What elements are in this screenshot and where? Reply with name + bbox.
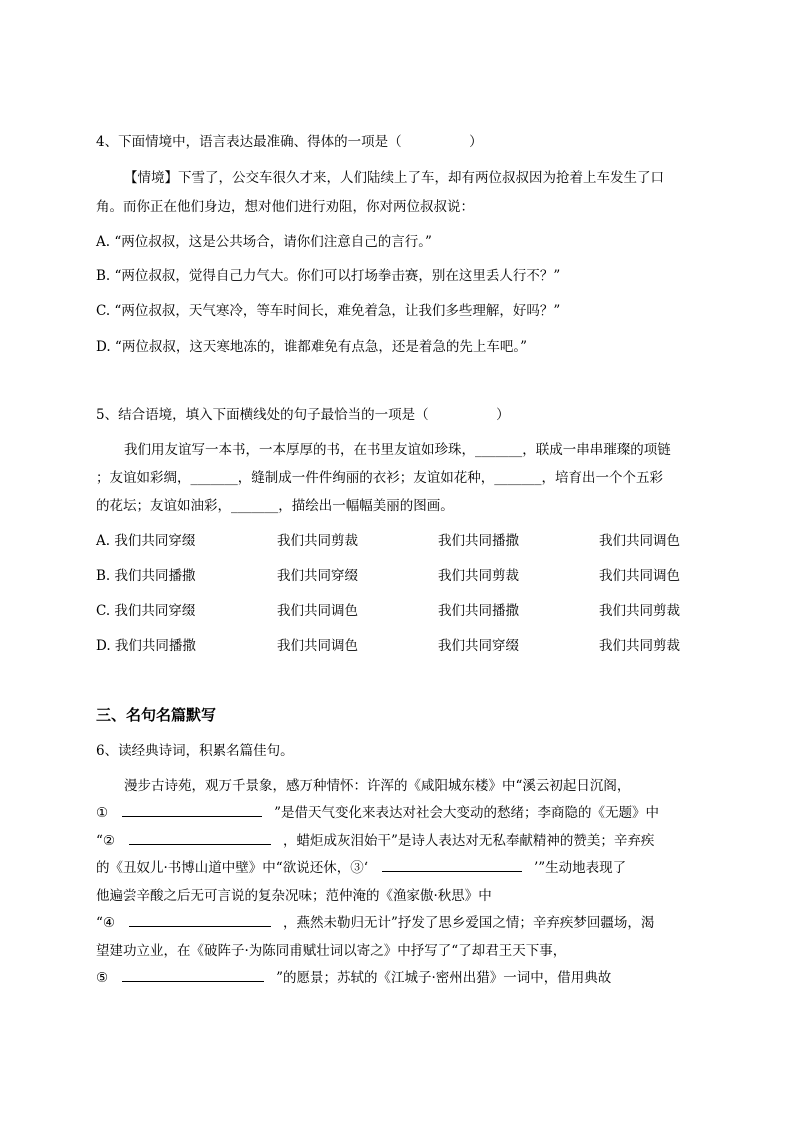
answer-blank-2[interactable] (129, 830, 271, 845)
answer-blank-5[interactable] (122, 967, 264, 982)
q6-line4-text-a: 的《丑奴儿·书博山道中壁》中“欲说还休，③‘ (96, 860, 368, 876)
q5-option-a-3: 我们共同播撒 (438, 533, 519, 549)
answer-blank-1[interactable] (122, 802, 262, 817)
q5-passage-line1: 我们用友谊写一本书，一本厚厚的书，在书里友谊如珍珠，_______，联成一串串璀璨的项链 (124, 442, 671, 458)
q4-context-line2: 角。而你正在他们身边，想对他们进行劝阻，你对两位叔叔说： (96, 199, 474, 215)
q4-option-d: D. “两位叔叔，这天寒地冻的，谁都难免有点急，还是着急的先上车吧。” (96, 339, 527, 355)
q5-option-b-3: 我们共同剪裁 (438, 568, 519, 584)
q6-line5: 他遍尝辛酸之后无可言说的复杂况味；范仲淹的《渔家傲·秋思》中 (96, 888, 492, 904)
q4-context-line1: 【情境】下雪了，公交车很久才来，人们陆续上了车，却有两位叔叔因为抢着上车发生了口 (124, 170, 664, 186)
q5-option-d-2: 我们共同调色 (277, 638, 358, 654)
q5-option-c-4: 我们共同剪裁 (599, 603, 680, 619)
q6-line4 (96, 856, 626, 876)
q5-option-b-1: B. 我们共同播撒 (96, 568, 196, 584)
q4-option-a: A. “两位叔叔，这是公共场合，请你们注意自己的言行。” (96, 234, 432, 250)
q5-passage-line2: ；友谊如彩绸，_______，缝制成一件件绚丽的衣衫；友谊如花种，_______，培育出一个个五彩 (96, 470, 663, 486)
answer-blank-3[interactable] (382, 857, 522, 872)
q6-line4-text-b: ’”生动地表现了 (533, 860, 627, 876)
q5-option-d-3: 我们共同穿缀 (438, 638, 519, 654)
q5-option-b-2: 我们共同穿缀 (277, 568, 358, 584)
q6-line3 (96, 829, 654, 849)
q6-stem: 6、读经典诗词，积累名篇佳句。 (96, 743, 294, 759)
q4-option-c: C. “两位叔叔，天气寒冷，等车时间长，难免着急，让我们多些理解，好吗？” (96, 303, 561, 319)
q6-line6 (96, 911, 654, 931)
section-heading: 三、名句名篇默写 (96, 706, 217, 724)
q5-option-d-4: 我们共同剪裁 (599, 638, 680, 654)
q5-stem: 5、结合语境，填入下面横线处的句子最恰当的一项是（ ） (96, 407, 510, 423)
blank-marker-2: “② (96, 833, 116, 849)
blank-marker-4: “④ (96, 915, 116, 931)
blank-marker-5: ⑤ (96, 970, 109, 986)
q6-line3-text: ，蜡炬成灰泪始干”是诗人表达对无私奉献精神的赞美；辛弃疾 (283, 833, 655, 849)
q5-option-a-4: 我们共同调色 (599, 533, 680, 549)
q6-line8 (96, 966, 611, 986)
q5-option-row-a (96, 529, 696, 549)
q6-line1: 漫步古诗苑，观万千景象，感万种情怀：许浑的《咸阳城东楼》中“溪云初起日沉阁， (124, 778, 631, 794)
blank-marker-1: ① (96, 805, 109, 821)
q5-option-d-1: D. 我们共同播撒 (96, 638, 196, 654)
q6-line2-text: ”是借天气变化来表达对社会大变动的愁绪；李商隐的《无题》中 (274, 805, 660, 821)
q5-option-c-2: 我们共同调色 (277, 603, 358, 619)
q5-option-row-d (96, 634, 696, 654)
q5-option-row-b (96, 564, 696, 584)
q6-line8-text: ”的愿景；苏轼的《江城子·密州出猎》一词中，借用典故 (276, 970, 612, 986)
q5-option-row-c (96, 599, 696, 619)
q5-option-c-1: C. 我们共同穿缀 (96, 603, 196, 619)
q5-option-a-2: 我们共同剪裁 (277, 533, 358, 549)
q4-option-b: B. “两位叔叔，觉得自己力气大。你们可以打场拳击赛，别在这里丢人行不？” (96, 268, 561, 284)
q6-line6-text: ，燕然未勒归无计”抒发了思乡爱国之情；辛弃疾梦回疆场，渴 (283, 915, 655, 931)
q5-option-a-1: A. 我们共同穿缀 (96, 533, 196, 549)
answer-blank-4[interactable] (129, 912, 271, 927)
q4-stem: 4、下面情境中，语言表达最准确、得体的一项是（ ） (96, 134, 483, 150)
q5-option-c-3: 我们共同播撒 (438, 603, 519, 619)
q6-line2 (96, 801, 659, 821)
q5-option-b-4: 我们共同调色 (599, 568, 680, 584)
q5-passage-line3: 的花坛；友谊如油彩，_______，描绘出一幅幅美丽的图画。 (96, 498, 454, 514)
q6-line7: 望建功立业，在《破阵子·为陈同甫赋壮词以寄之》中抒写了“了却君王天下事， (96, 943, 567, 959)
